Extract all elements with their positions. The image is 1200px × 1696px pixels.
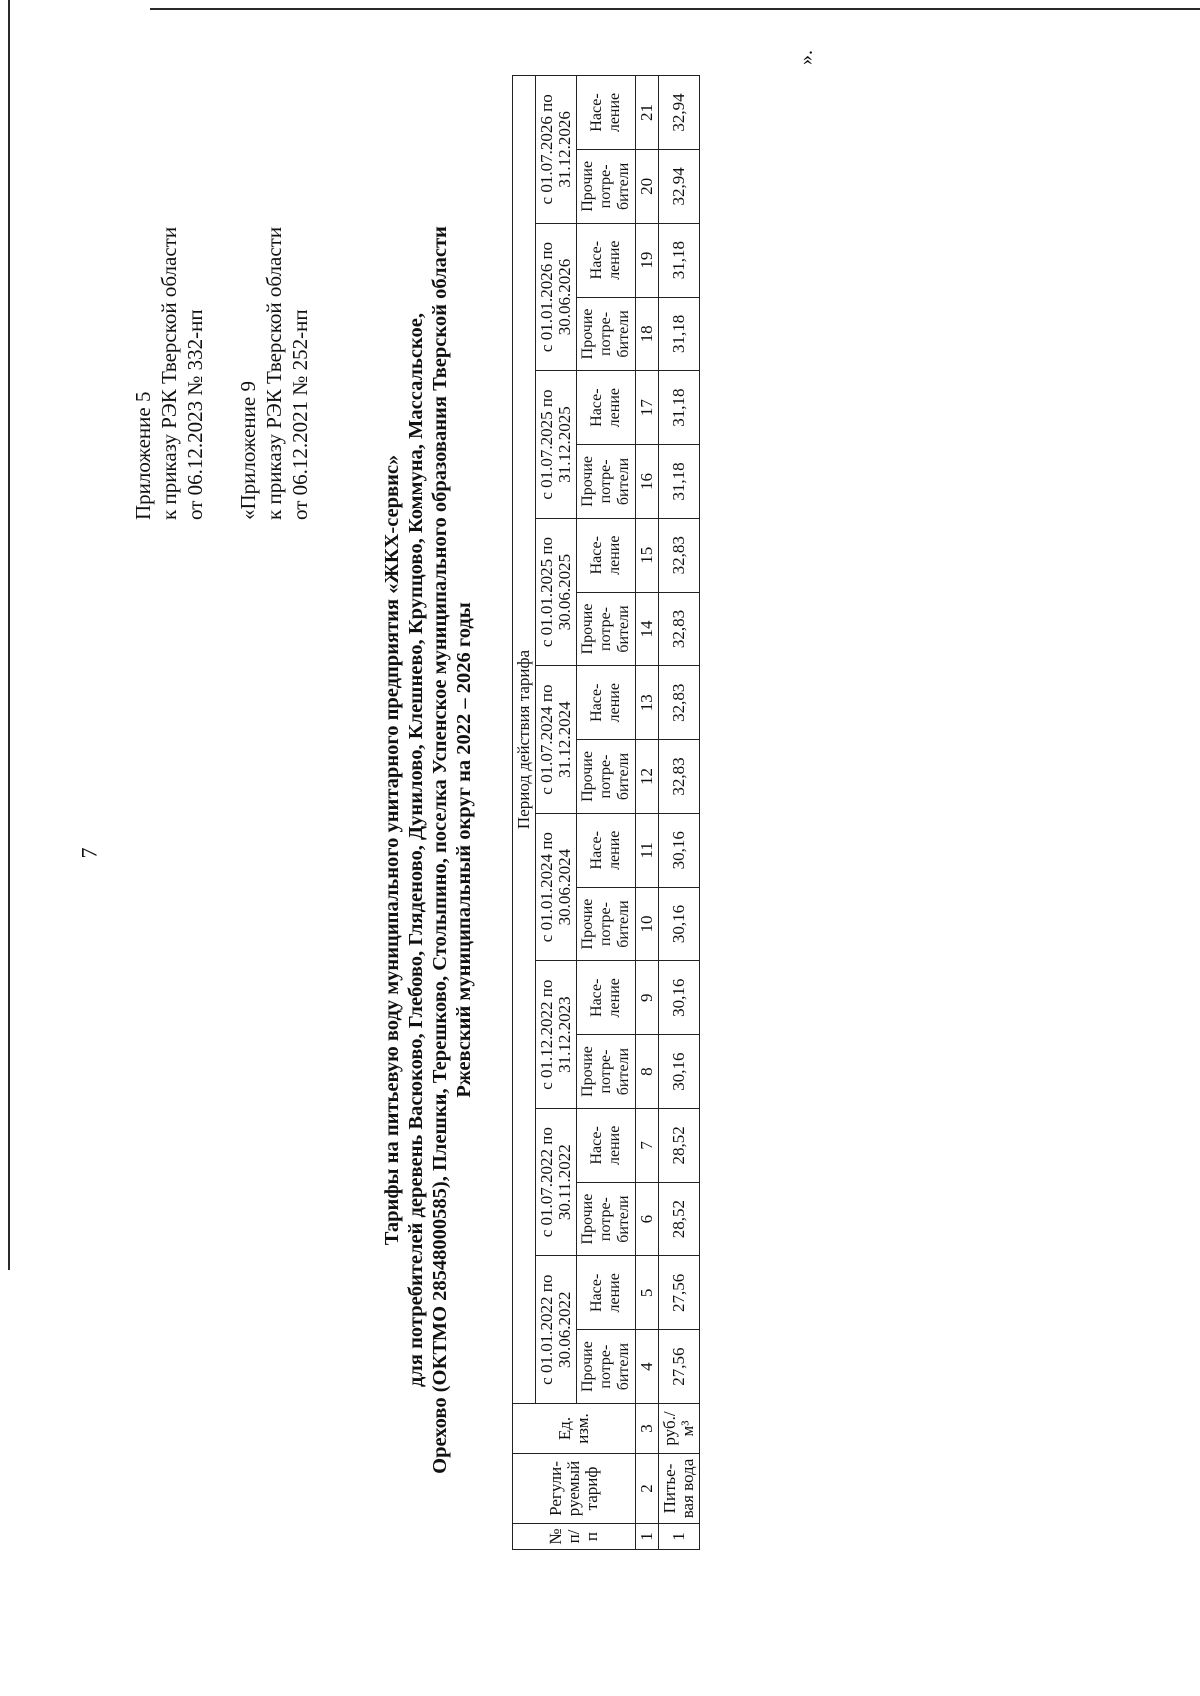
header-period-dates: с 01.07.2024 по 31.12.2024 (536, 666, 577, 814)
column-number: 1 (636, 1524, 659, 1550)
header-other-consumers: Прочие потре-бители (577, 149, 636, 223)
appendix-new (130, 227, 208, 520)
header-unit: Ед. изм. (513, 1404, 636, 1454)
tariff-value: 30,16 (659, 887, 700, 961)
column-number: 7 (636, 1108, 659, 1182)
header-population: Насе-ление (577, 371, 636, 445)
column-number: 11 (636, 813, 659, 887)
appendix-new-line1: Приложение 5 (131, 391, 155, 520)
scan-edge-left (8, 0, 10, 1270)
header-population: Насе-ление (577, 666, 636, 740)
header-period: Период действия тарифа (513, 76, 536, 1404)
table-row (659, 76, 700, 1550)
column-number: 16 (636, 445, 659, 519)
header-population: Насе-ление (577, 1256, 636, 1330)
column-number-row (636, 76, 659, 1550)
header-other-consumers: Прочие потре-бители (577, 1182, 636, 1256)
column-number: 14 (636, 592, 659, 666)
column-number: 2 (636, 1454, 659, 1524)
title-line: Орехово (ОКТМО 28548000585), Плешки, Терешково, Столыпино, поселка Успенское муниципального образования Тверской области (429, 226, 451, 1474)
header-other-consumers: Прочие потре-бители (577, 297, 636, 371)
row-number: 1 (659, 1524, 700, 1550)
document-title (380, 40, 476, 1660)
column-number: 19 (636, 223, 659, 297)
tariff-table (512, 75, 700, 1550)
header-period-dates: с 01.12.2022 по 31.12.2023 (536, 961, 577, 1109)
header-period-dates: с 01.07.2026 по 31.12.2026 (536, 76, 577, 224)
header-population: Насе-ление (577, 518, 636, 592)
tariff-value: 31,18 (659, 371, 700, 445)
tariff-value: 32,83 (659, 666, 700, 740)
header-population: Насе-ление (577, 1108, 636, 1182)
tariff-value: 31,18 (659, 223, 700, 297)
title-line: для потребителей деревень Васюково, Глебово, Гляденово, Дунилово, Клешнево, Крупцово, Коммуна, Массальское, (405, 313, 427, 1387)
column-number: 15 (636, 518, 659, 592)
tariff-value: 30,16 (659, 813, 700, 887)
tariff-value: 32,83 (659, 592, 700, 666)
row-unit: руб./м³ (659, 1404, 700, 1454)
header-period-dates: с 01.07.2025 по 31.12.2025 (536, 371, 577, 519)
header-other-consumers: Прочие потре-бители (577, 887, 636, 961)
appendix-old-line2: к приказу РЭК Тверской области (262, 226, 286, 520)
column-number: 8 (636, 1035, 659, 1109)
tariff-value: 27,56 (659, 1256, 700, 1330)
header-no: № п/п (513, 1524, 636, 1550)
header-period-dates: с 01.01.2026 по 30.06.2026 (536, 223, 577, 371)
header-period-dates: с 01.01.2022 по 30.06.2022 (536, 1256, 577, 1404)
header-period-dates: с 01.07.2022 по 30.11.2022 (536, 1108, 577, 1256)
tariff-value: 31,18 (659, 297, 700, 371)
title-line: Тарифы на питьевую воду муниципального унитарного предприятия «ЖКХ-сервис» (381, 454, 403, 1246)
header-population: Насе-ление (577, 76, 636, 150)
header-population: Насе-ление (577, 223, 636, 297)
page-number: 7 (76, 847, 102, 859)
appendix-old-line3: от 06.12.2021 № 252-нп (288, 309, 312, 520)
header-other-consumers: Прочие потре-бители (577, 1035, 636, 1109)
scan-edge-top (150, 8, 1200, 10)
appendix-new-line3: от 06.12.2023 № 332-нп (183, 309, 207, 520)
appendix-old-line1: «Приложение 9 (236, 381, 260, 520)
header-row-period (513, 76, 536, 1550)
tariff-value: 30,16 (659, 1035, 700, 1109)
tariff-value: 28,52 (659, 1182, 700, 1256)
closing-quote: ». (795, 50, 817, 65)
column-number: 5 (636, 1256, 659, 1330)
header-population: Насе-ление (577, 961, 636, 1035)
column-number: 3 (636, 1404, 659, 1454)
header-row-consumers (577, 76, 636, 1550)
tariff-value: 27,56 (659, 1330, 700, 1404)
appendix-old (235, 227, 313, 520)
header-period-dates: с 01.01.2025 по 30.06.2025 (536, 518, 577, 666)
tariff-value: 32,83 (659, 518, 700, 592)
title-line: Ржевский муниципальный округ на 2022 – 2026 годы (453, 602, 475, 1098)
header-other-consumers: Прочие потре-бители (577, 592, 636, 666)
column-number: 4 (636, 1330, 659, 1404)
column-number: 17 (636, 371, 659, 445)
rotated-page (60, 40, 1100, 1660)
header-row-dates (536, 76, 577, 1550)
column-number: 20 (636, 149, 659, 223)
row-tariff: Питье-вая вода (659, 1454, 700, 1524)
header-population: Насе-ление (577, 813, 636, 887)
tariff-value: 30,16 (659, 961, 700, 1035)
column-number: 12 (636, 740, 659, 814)
header-other-consumers: Прочие потре-бители (577, 1330, 636, 1404)
header-period-dates: с 01.01.2024 по 30.06.2024 (536, 813, 577, 961)
tariff-value: 32,83 (659, 740, 700, 814)
tariff-value: 28,52 (659, 1108, 700, 1182)
column-number: 9 (636, 961, 659, 1035)
tariff-value: 32,94 (659, 149, 700, 223)
column-number: 6 (636, 1182, 659, 1256)
column-number: 13 (636, 666, 659, 740)
column-number: 18 (636, 297, 659, 371)
header-other-consumers: Прочие потре-бители (577, 445, 636, 519)
appendix-new-line2: к приказу РЭК Тверской области (157, 226, 181, 520)
header-other-consumers: Прочие потре-бители (577, 740, 636, 814)
column-number: 21 (636, 76, 659, 150)
header-tariff: Регули-руемый тариф (513, 1454, 636, 1524)
tariff-value: 32,94 (659, 76, 700, 150)
column-number: 10 (636, 887, 659, 961)
tariff-value: 31,18 (659, 445, 700, 519)
